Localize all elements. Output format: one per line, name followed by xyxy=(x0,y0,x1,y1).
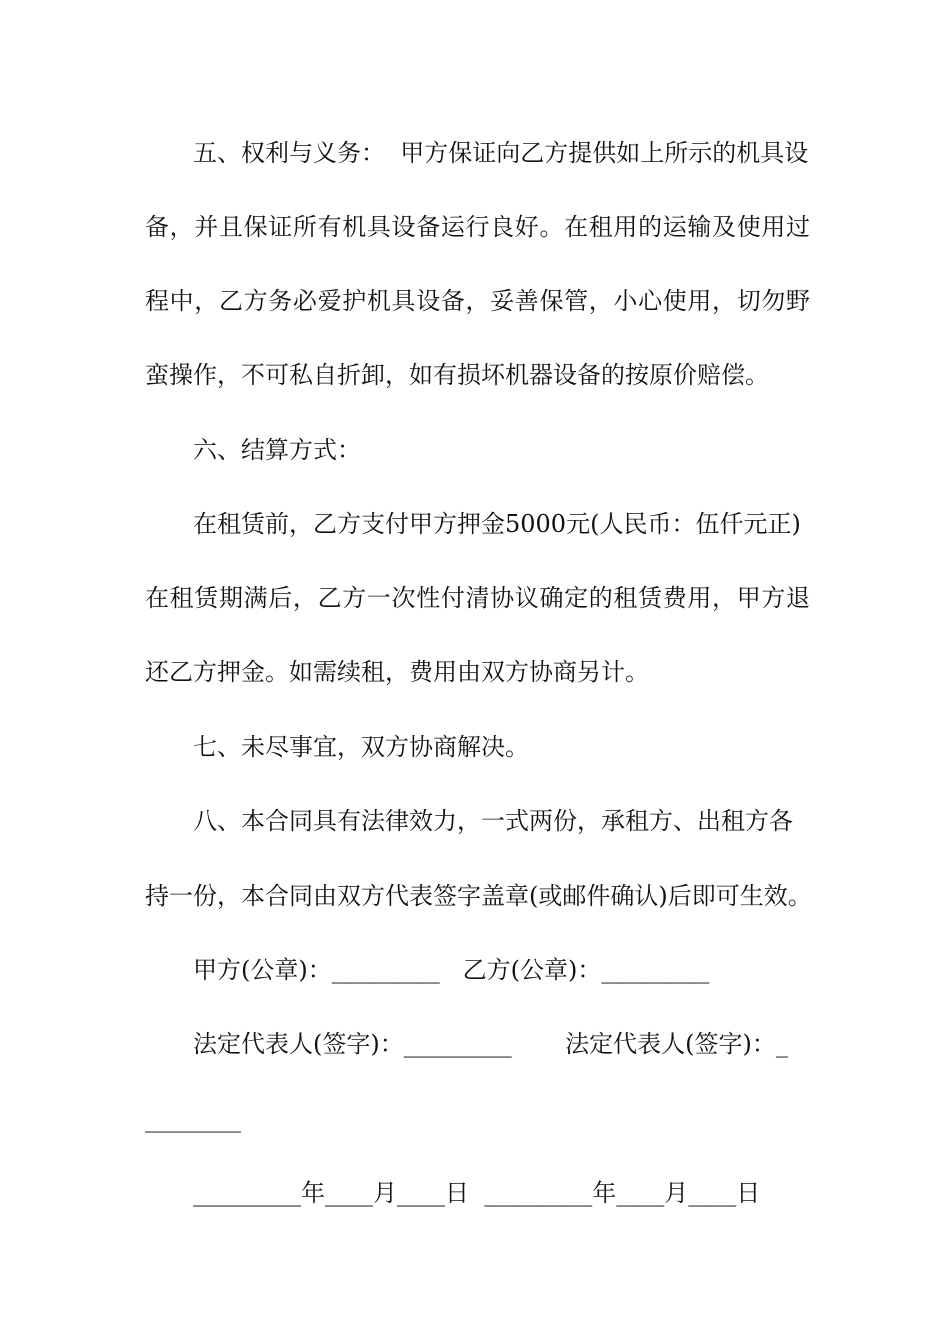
section-6-heading: 六、结算方式： xyxy=(193,436,361,464)
section-5-line-1: 五、权利与义务： 甲方保证向乙方提供如上所示的机具设 xyxy=(193,139,809,167)
section-5-line-2: 备，并且保证所有机具设备运行良好。在租用的运输及使用过 xyxy=(145,213,810,241)
section-5-line-4: 蛮操作，不可私自折卸，如有损坏机器设备的按原价赔偿。 xyxy=(145,361,769,389)
date-line: _________年____月____日 _________年____月____日 xyxy=(193,1179,761,1207)
section-6-line-2: 在租赁期满后，乙方一次性付清协议确定的租赁费用，甲方退 xyxy=(145,584,810,612)
section-7-line-1: 七、未尽事宜，双方协商解决。 xyxy=(193,733,529,761)
section-8-line-1: 八、本合同具有法律效力，一式两份，承租方、出租方各 xyxy=(193,807,793,835)
representative-signature-continuation: ________ xyxy=(145,1105,241,1133)
section-6-line-1: 在租赁前，乙方支付甲方押金5000元(人民币：伍仟元正) xyxy=(193,510,801,538)
seal-signature-line: 甲方(公章)：_________ 乙方(公章)：_________ xyxy=(193,956,710,984)
section-6-line-3: 还乙方押金。如需续租，费用由双方协商另计。 xyxy=(145,658,649,686)
representative-signature-line: 法定代表人(签字)：_________ 法定代表人(签字)：_ xyxy=(193,1030,788,1058)
section-5-line-3: 程中，乙方务必爱护机具设备，妥善保管，小心使用，切勿野 xyxy=(145,287,810,315)
section-8-line-2: 持一份，本合同由双方代表签字盖章(或邮件确认)后即可生效。 xyxy=(145,882,812,910)
